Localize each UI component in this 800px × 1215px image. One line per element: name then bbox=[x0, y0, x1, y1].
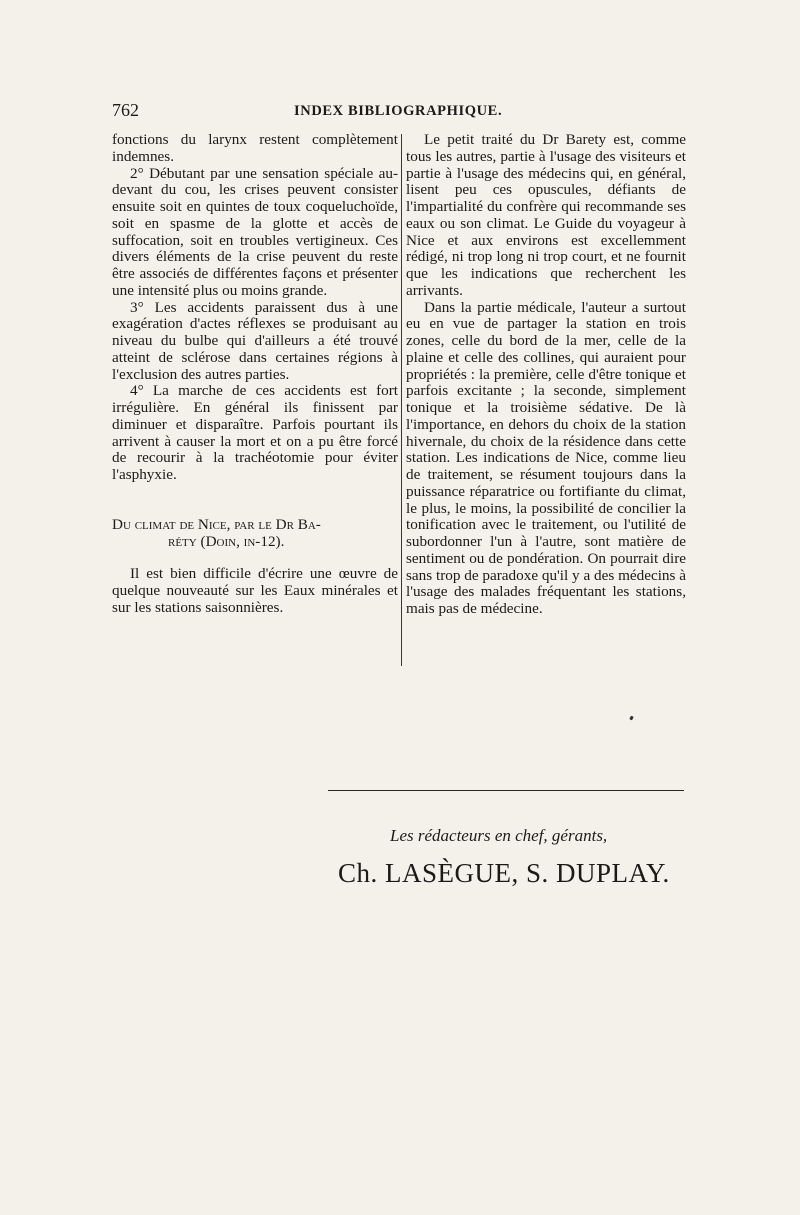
ink-speck bbox=[629, 716, 634, 721]
review-title bbox=[112, 517, 398, 551]
right-paragraph-2: Dans la partie médicale, l'auteur a surtout eu en vue de partager la station en trois zones, celle du bord de la mer, celle de la plaine et celle des collines, qui auraient pour propriétés : la première, celle d'être tonique et parfois excitante ; la seconde, simplement tonique et la troisième sédative. De là l'importance, en dehors du choix de la station hivernale, du choix de la résidence dans cette station. Les indications de Nice, comme lieu de traitement, se résument toujours dans la puissance réparatrice ou fortifiante du climat, le plus, le moins, la possibilité de concilier la tonification avec le traitement, ou l'utilité de subordonner l'un à l'autre, sont matière de sentiment ou de pondération. On pourrait dire sans trop de paradoxe qu'il y a des médecins à l'usage des malades fréquentant les stations, mais pas de médecine. bbox=[406, 298, 686, 617]
editors-names: Ch. LASÈGUE, S. DUPLAY. bbox=[338, 858, 670, 888]
review-title-line-2: réty (Doin, in-12). bbox=[168, 532, 285, 550]
right-paragraph-1: Le petit traité du Dr Barety est, comme tous les autres, partie à l'usage des visiteurs et partie à l'usage des médecins qui, en général, lisent peu ces opuscules, défiants de l'impartialité du confrère qui recommande ses eaux ou son climat. Le Guide du voyageur à Nice et aux environs est excellemment rédigé, ni trop long ni trop court, et ne fournit que les indications que recherchent les arrivants. bbox=[406, 131, 686, 299]
left-column bbox=[112, 132, 398, 617]
left-paragraph-4: 4° La marche de ces accidents est fort irrégulière. En général ils finissent par diminuer et disparaître. Parfois pourtant ils arrivent à causer la mort et on a pu être forcé de recourir à la trachéotomie pour éviter l'asphyxie. bbox=[112, 382, 398, 483]
editors-title: Les rédacteurs en chef, gérants, bbox=[390, 826, 608, 845]
left-paragraph-5: Il est bien difficile d'écrire une œuvre de quelque nouveauté sur les Eaux minérales et sur les stations saisonnières. bbox=[112, 565, 398, 616]
left-paragraph-2: 2° Débutant par une sensation spéciale au-devant du cou, les crises peuvent consister ensuite soit en quintes de toux coqueluchoïde, soit en spasme de la glotte et accès de suffocation, soit en troubles vertigineux. Ces divers éléments de la crise peuvent du reste être associés de différentes façons et présenter une intensité plus ou moins grande. bbox=[112, 164, 398, 299]
left-paragraph-1: fonctions du larynx restent complètement indemnes. bbox=[112, 131, 398, 165]
left-paragraph-3: 3° Les accidents paraissent dus à une exagération d'actes réflexes se produisant au niveau du bulbe qui d'ailleurs a été trouvé atteint de sclérose dans certaines régions à l'exclusion des autres parties. bbox=[112, 298, 398, 383]
review-title-line-1: Du climat de Nice, par le Dr Ba- bbox=[112, 515, 321, 533]
right-column bbox=[406, 132, 686, 618]
running-head: INDEX BIBLIOGRAPHIQUE. bbox=[294, 103, 503, 119]
page-number: 762 bbox=[112, 100, 139, 120]
closing-rule bbox=[328, 790, 684, 791]
column-divider bbox=[401, 134, 402, 666]
